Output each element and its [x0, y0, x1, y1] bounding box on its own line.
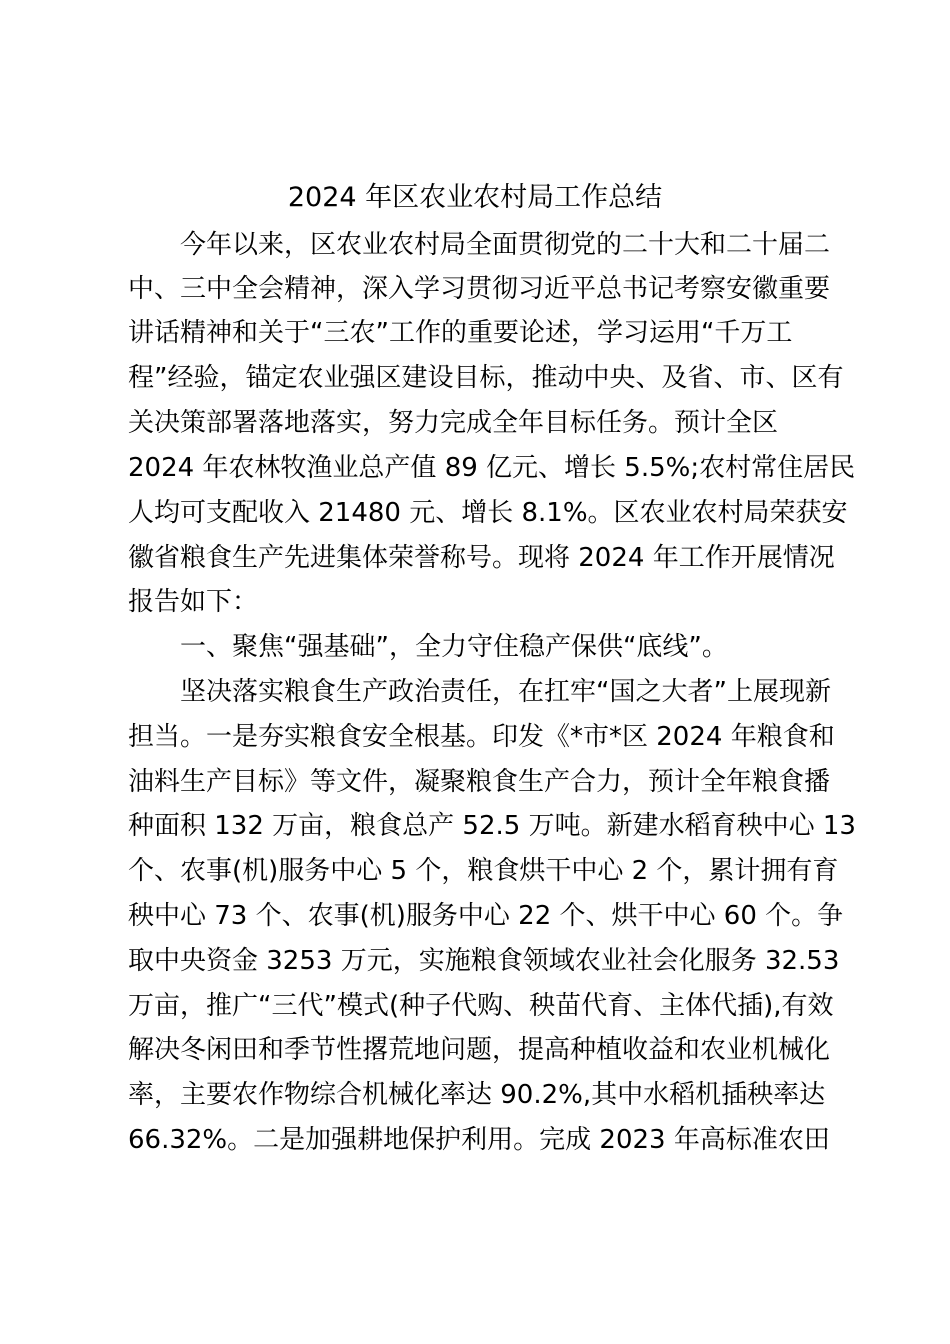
section-heading: 一、聚焦“强基础”，全力守住稳产保供“底线”。 [180, 632, 728, 662]
paragraph-line: 万亩，推广“三代”模式(种子代购、秧苗代育、主体代插),有效 [128, 991, 834, 1021]
paragraph-line: 关决策部署落地落实，努力完成全年目标任务。预计全区 [128, 408, 779, 438]
paragraph-line: 今年以来，区农业农村局全面贯彻党的二十大和二十届二 [180, 230, 831, 260]
paragraph-line: 66.32%。二是加强耕地保护利用。完成 2023 年高标准农田 [128, 1125, 830, 1155]
paragraph-line: 徽省粮食生产先进集体荣誉称号。现将 2024 年工作开展情况 [128, 543, 835, 573]
paragraph-line: 种面积 132 万亩，粮食总产 52.5 万吨。新建水稻育秧中心 13 [128, 811, 856, 841]
paragraph-line: 油料生产目标》等文件，凝聚粮食生产合力，预计全年粮食播 [128, 767, 831, 797]
paragraph-line: 个、农事(机)服务中心 5 个，粮食烘干中心 2 个，累计拥有育 [128, 856, 839, 886]
paragraph-line: 2024 年农林牧渔业总产值 89 亿元、增长 5.5%;农村常住居民 [128, 453, 856, 483]
paragraph-line: 报告如下： [128, 587, 259, 617]
paragraph-line: 中、三中全会精神，深入学习贯彻习近平总书记考察安徽重要 [128, 274, 831, 304]
paragraph-line: 人均可支配收入 21480 元、增长 8.1%。区农业农村局荣获安 [128, 498, 848, 528]
paragraph-line: 秧中心 73 个、农事(机)服务中心 22 个、烘干中心 60 个。争 [128, 901, 844, 931]
paragraph-line: 取中央资金 3253 万元，实施粮食领域农业社会化服务 32.53 [128, 946, 840, 976]
paragraph-line: 坚决落实粮食生产政治责任，在扛牢“国之大者”上展现新 [180, 677, 831, 707]
paragraph-line: 率，主要农作物综合机械化率达 90.2%,其中水稻机插秧率达 [128, 1080, 826, 1110]
paragraph-line: 程”经验，锚定农业强区建设目标，推动中央、及省、市、区有 [128, 363, 844, 393]
paragraph-line: 担当。一是夯实粮食安全根基。印发《*市*区 2024 年粮食和 [128, 722, 835, 752]
paragraph-line: 讲话精神和关于“三农”工作的重要论述，学习运用“千万工 [128, 318, 793, 348]
paragraph-line: 解决冬闲田和季节性撂荒地问题，提高种植收益和农业机械化 [128, 1035, 831, 1065]
document-title: 2024 年区农业农村局工作总结 [287, 182, 663, 213]
